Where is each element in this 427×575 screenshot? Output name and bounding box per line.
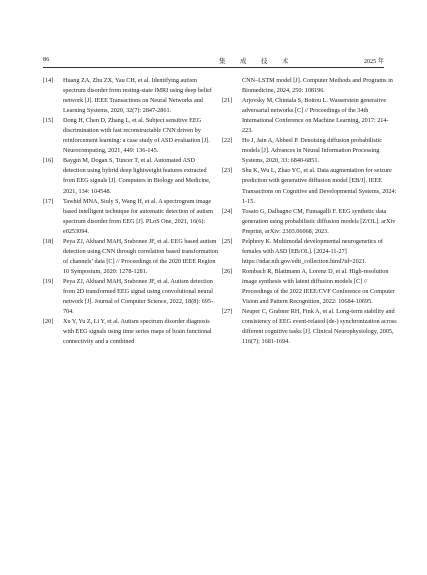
running-header [43, 56, 384, 66]
reference-item [222, 207, 398, 237]
reference-text: Arjovsky M, Chintala S, Bottou L. Wasserstein generative adversarial networks [C] // Proceedings of the 34th International Conference on Machine Learning, 2017: 214-223. [242, 97, 389, 135]
reference-number: [16] [43, 157, 54, 165]
reference-number: [18] [43, 237, 54, 245]
reference-number: [23] [222, 167, 233, 175]
reference-number: [27] [222, 308, 233, 316]
page-number: 86 [43, 56, 50, 63]
reference-number: [21] [222, 97, 233, 105]
reference-item [222, 76, 398, 96]
references-left-column [43, 76, 219, 347]
references-right-column [222, 76, 398, 347]
reference-item [43, 116, 219, 156]
reference-text: Baygın M, Dogan S, Tuncer T, et al. Automated ASD detection using hybrid deep lightweight features extracted from EEG signals [J]. Computers in Biology and Medicine, 2021, 134: 104548. [63, 157, 211, 195]
reference-text: Peya ZJ, Akhand MAH, Srabonee JF, et al. Autism detection from 2D transformed EEG signal using convolutional neural network [J]. Journal of Computer Science, 2022, 18(8): 695-704. [63, 277, 214, 316]
reference-number: [26] [222, 267, 233, 275]
reference-number: [17] [43, 197, 54, 205]
reference-item [43, 197, 219, 237]
reference-text: Huang ZA, Zhu ZX, Yau CH, et al. Identifying autism spectrum disorder from resting-state fMRI using deep belief network [J]. IEEE Transactions on Neural Networks and Learning Systems, 2020, 32(7): 2847-2861. [63, 77, 212, 115]
reference-number: [14] [43, 77, 54, 84]
reference-text: Tosato G, Dalbagno CM, Fumagalli F. EEG synthetic data generation using probabilistic diffusion models [Z/OL]. arXiv Preprint, arXiv: 2303.06068, 2023. [242, 207, 396, 235]
reference-item [43, 156, 219, 196]
reference-item [222, 136, 398, 166]
reference-item [222, 307, 398, 347]
reference-item [43, 277, 219, 317]
reference-number: [19] [43, 277, 54, 285]
reference-number: [25] [222, 237, 233, 245]
reference-text: Peya ZJ, Akhand MAH, Srabonee JF, et al. EEG based autism detection using CNN through correlation based transformation of channels’ data [C] // Proceedings of the 2020 IEEE Region 10 Symposium, 2020: 1278-1281. [63, 237, 218, 275]
reference-text: Dong H, Chen D, Zhang L, et al. Subject sensitive EEG discrimination with fast reconstructable CNN driven by reinforcement learning: a case study of ASD evaluation [J]. Neurocomputing, 2021, 449: 136-145. [63, 117, 210, 155]
reference-text: Xu Y, Yu Z, Li Y, et al. Autism spectrum disorder diagnosis with EEG signals using time series maps of brain functional connectivity and a combined [63, 318, 212, 346]
reference-item [43, 237, 219, 277]
header-rule [43, 67, 384, 68]
reference-number: [15] [43, 117, 54, 125]
reference-item [222, 96, 398, 136]
reference-text: Ho J, Jain A, Abbeel P. Denoising diffusion probabilistic models [J]. Advances in Neural Information Processing Systems, 2020, 33: 6840-6851. [242, 137, 382, 165]
reference-item [43, 76, 219, 116]
header-year: 2025 年 [363, 58, 384, 65]
reference-item [43, 317, 219, 347]
reference-text: Rombach R, Blattmann A, Lorenz D, et al. High-resolution image synthesis with latent diffusion models [C] // Proceedings of the 2022 IEEE/CVF Conference on Computer Vision and Pattern Recognition, 2022: 10684-10695. [242, 267, 395, 306]
reference-text: CNN–LSTM model [J]. Computer Methods and Programs in Biomedicine, 2024, 250: 108196. [242, 77, 393, 95]
reference-item [222, 267, 398, 307]
reference-item [222, 237, 398, 267]
reference-number: [20] [43, 318, 54, 326]
reference-item [222, 166, 398, 206]
reference-text: Tawhid MNA, Siuly S, Wang H, et al. A spectrogram image based intelligent technique for automatic detection of autism spectrum disorder from EEG [J]. PLoS One, 2021, 16(6): e0253094. [63, 197, 213, 235]
reference-number: [22] [222, 137, 233, 145]
reference-number: [24] [222, 207, 233, 215]
reference-text: Neuper C, Grabner RH, Fink A, et al. Long-term stability and consistency of EEG event-related (de-) synchronization across different cognitive tasks [J]. Clinical Neurophysiology, 2005, 116(7): 1681-1694. [242, 308, 397, 346]
reference-text: Shu K, Wu L, Zhao YC, et al. Data augmentation for seizure prediction with generative diffusion model [EB/J]. IEEE Transactions on Cognitive and Developmental Systems, 2024: 1-15. [242, 167, 397, 205]
reference-text: Pelphrey K. Multimodal developmental neurogenetics of females with ASD [EB/OL]. [2024-11-27] https://ndar.nih.gov/edit_collection.html?id=2021. [242, 237, 383, 265]
journal-title: 集 成 技 术 [219, 58, 295, 65]
